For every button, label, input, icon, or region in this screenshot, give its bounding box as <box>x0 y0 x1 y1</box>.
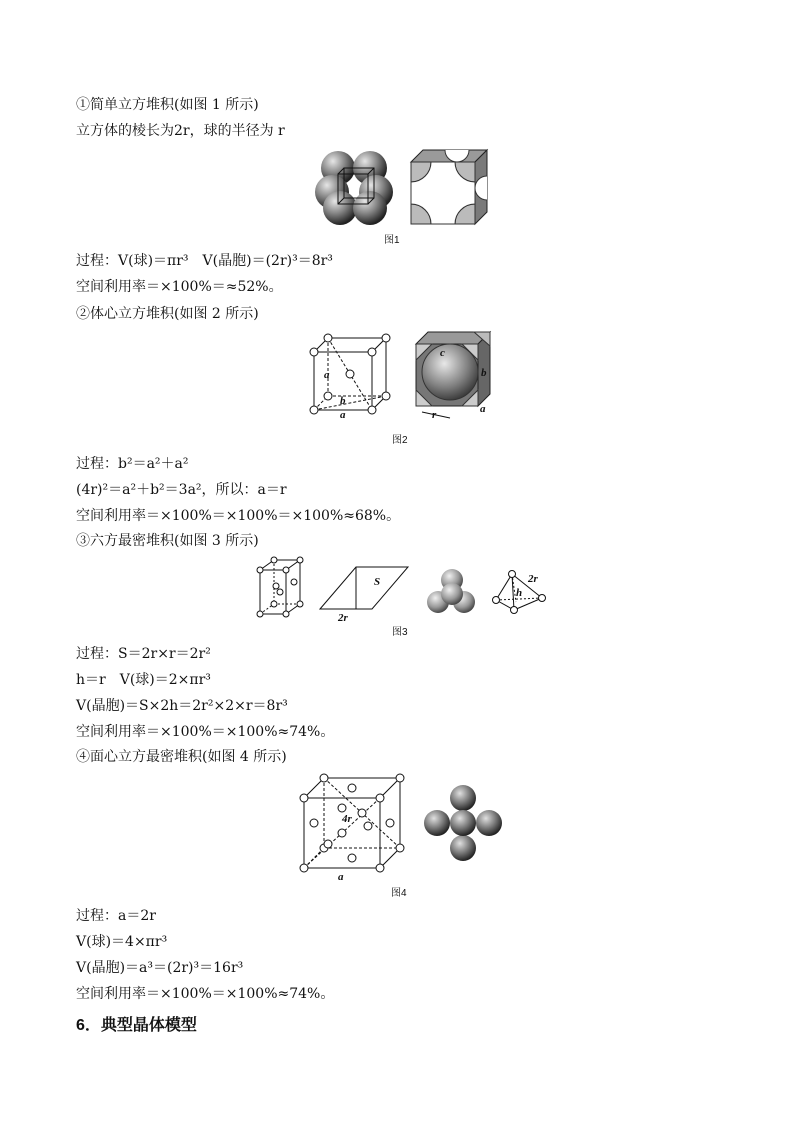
figure4-label-4r: 4r <box>342 813 352 825</box>
section1-title: ①简单立方堆积(如图 1 所示) <box>76 97 259 113</box>
section1-desc: 立方体的棱长为2r，球的半径为 r <box>76 123 285 139</box>
section4-process2: V(球)＝4×πr³ <box>76 934 168 950</box>
section3-process2: h＝r V(球)＝2×πr³ <box>76 672 211 688</box>
section2-title: ②体心立方堆积(如图 2 所示) <box>76 306 259 322</box>
figure2-label-a-model: a <box>480 403 486 415</box>
section1-utilization: 空间利用率＝×100%＝≈52%。 <box>76 279 283 295</box>
section3-utilization: 空间利用率＝×100%＝×100%≈74%。 <box>76 724 335 740</box>
figure4-spheres <box>422 784 504 862</box>
section4-title: ④面心立方最密堆积(如图 4 所示) <box>76 749 287 765</box>
figure3-label-s: S <box>374 576 381 588</box>
figure3-tetrahedron <box>492 568 548 616</box>
figure2-label-b: b <box>340 395 346 407</box>
figure3-hcp-cell <box>256 556 304 620</box>
section3-title: ③六方最密堆积(如图 3 所示) <box>76 533 259 549</box>
figure2-bcc-cube <box>310 334 390 421</box>
figure3-caption: 图3 <box>392 627 408 638</box>
section4-process1: 过程：a＝2r <box>76 908 156 924</box>
section4-process3: V(晶胞)＝a³＝(2r)³＝16r³ <box>76 960 244 976</box>
section2-process2: (4r)²＝a²＋b²＝3a²，所以：a＝r <box>76 482 287 498</box>
figure3-label-2r: 2r <box>338 612 348 624</box>
section3-process3: V(晶胞)＝S×2h＝2r²×2×r＝8r³ <box>76 698 288 714</box>
figure2-caption: 图2 <box>392 435 408 446</box>
section4-utilization: 空间利用率＝×100%＝×100%≈74%。 <box>76 986 335 1002</box>
figure4-caption: 图4 <box>391 888 407 899</box>
section2-process1: 过程：b²＝a²＋a² <box>76 456 189 472</box>
figure2-label-b-model: b <box>481 367 487 379</box>
figure1-cube <box>411 150 491 226</box>
figure1-caption: 图1 <box>384 235 400 246</box>
figure4-fcc-cube <box>298 772 408 882</box>
figure2-bcc-model <box>410 328 492 421</box>
figure2-label-a-bottom: a <box>340 409 346 421</box>
section5-heading: 6．典型晶体模型 <box>76 1017 197 1034</box>
figure3-label-2r-tetra: 2r <box>528 573 538 585</box>
figure1-spheres <box>314 148 398 226</box>
figure3-spheres <box>426 568 476 616</box>
figure2-label-r: r <box>432 409 437 421</box>
figure2-label-a-side: a <box>324 369 330 381</box>
figure3-parallelogram <box>318 563 410 623</box>
section2-utilization: 空间利用率＝×100%＝×100%＝×100%≈68%。 <box>76 508 401 524</box>
section1-process: 过程：V(球)＝πr³ V(晶胞)＝(2r)³＝8r³ <box>76 253 333 269</box>
figure3-label-h: h <box>516 587 523 599</box>
figure2-label-c: c <box>440 347 445 359</box>
figure4-label-a: a <box>338 871 344 883</box>
section3-process1: 过程：S＝2r×r＝2r² <box>76 646 211 662</box>
